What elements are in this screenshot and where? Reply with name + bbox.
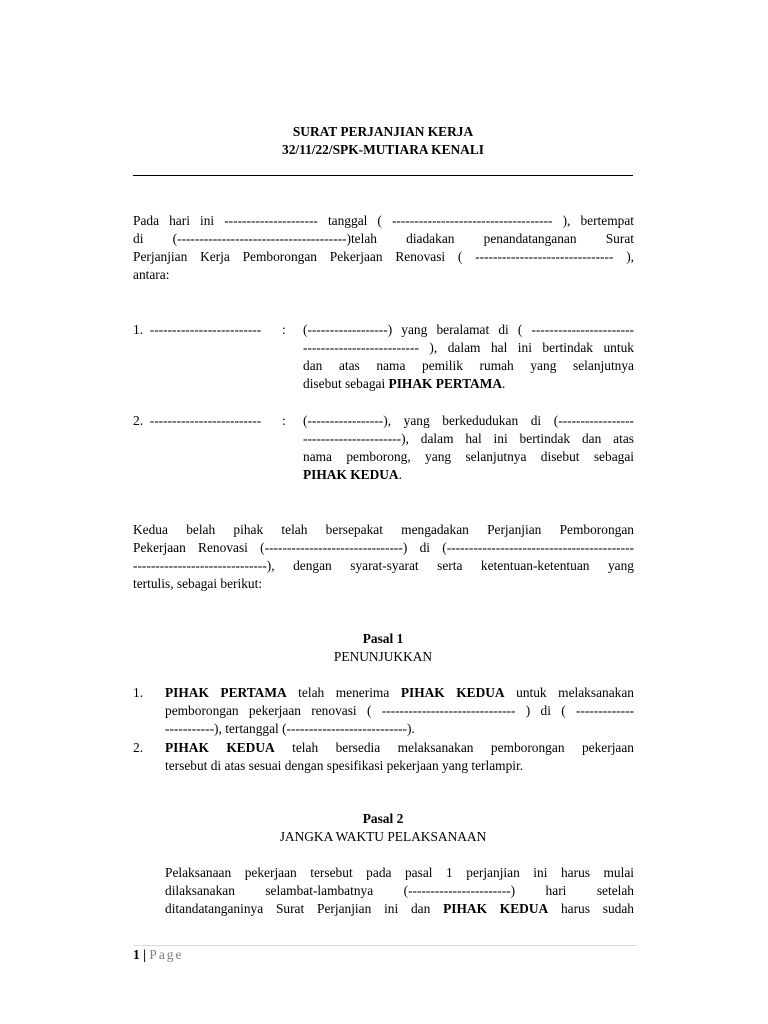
- intro-paragraph: [133, 212, 634, 284]
- party-role: PIHAK PERTAMA: [165, 685, 287, 700]
- page-label: Page: [149, 947, 184, 962]
- pasal-2-text-part: harus sudah: [548, 901, 634, 916]
- party-line-suffix: .: [398, 467, 402, 482]
- party-line-last: [303, 375, 634, 393]
- party-line: nama pemborong, yang selanjutnya disebut sebagai: [303, 449, 634, 464]
- pasal-1-item-2: [165, 739, 634, 775]
- intro-line: Pada hari ini --------------------- tanggal ( ------------------------------------ ), bertempat: [133, 213, 634, 228]
- pasal-2-heading: [133, 810, 633, 846]
- list-line: -----------), tertanggal (---------------------------).: [165, 721, 415, 736]
- party-role: PIHAK KEDUA: [303, 467, 399, 482]
- pasal-2-title: JANGKA WAKTU PELAKSANAAN: [279, 829, 487, 844]
- pasal-2-line: dilaksanakan selambat-lambatnya (-----------------------) hari setelah: [165, 883, 634, 898]
- pasal-2-paragraph: [165, 864, 634, 918]
- pasal-1-heading: [133, 630, 633, 666]
- pasal-2-line: Pelaksanaan pekerjaan tersebut pada pasal 1 perjanjian ini harus mulai: [165, 865, 634, 880]
- party-line: dan atas nama pemilik rumah yang selanjutnya: [303, 358, 634, 373]
- agreement-line: ------------------------------), dengan syarat-syarat serta ketentuan-ketentuan yang: [133, 558, 634, 573]
- party-1-number: [133, 321, 261, 339]
- party-line: (------------------) yang beralamat di ( -----------------------: [303, 322, 634, 337]
- pasal-2-label: Pasal 2: [362, 811, 404, 826]
- list-text-part: untuk melaksanakan: [504, 685, 634, 700]
- list-text-part: telah menerima: [286, 685, 401, 700]
- party-2-description: [303, 412, 634, 484]
- page-footer: [133, 946, 183, 964]
- party-2-colon: :: [282, 413, 286, 428]
- agreement-line: tertulis, sebagai berikut:: [133, 576, 263, 591]
- pasal-1-label: Pasal 1: [362, 631, 404, 646]
- party-role: PIHAK KEDUA: [443, 901, 549, 916]
- party-line: ----------------------), dalam hal ini bertindak dan atas: [303, 431, 634, 446]
- party-role: PIHAK KEDUA: [165, 740, 275, 755]
- page-number: 1: [133, 947, 140, 962]
- footer-divider: [133, 945, 637, 946]
- party-number-text: 2.: [133, 413, 144, 428]
- party-line-prefix: disebut sebagai: [303, 376, 389, 391]
- pasal-1-item-2-number: 2.: [133, 740, 144, 755]
- agreement-line: Kedua belah pihak telah bersepakat mengadakan Perjanjian Pemborongan: [133, 522, 634, 537]
- pasal-1-title: PENUNJUKKAN: [333, 649, 433, 664]
- agreement-paragraph: [133, 521, 634, 593]
- party-2-number: [133, 412, 261, 430]
- intro-line: di (--------------------------------------)telah diadakan penandatanganan Surat: [133, 231, 634, 246]
- party-line: (-----------------), yang berkedudukan di (-----------------: [303, 413, 634, 428]
- intro-line: antara:: [133, 267, 170, 282]
- pasal-2-text-part: ditandatanganinya Surat Perjanjian ini dan: [165, 901, 444, 916]
- party-role: PIHAK KEDUA: [400, 685, 505, 700]
- document-title: [133, 123, 633, 159]
- party-line-last: [303, 466, 634, 484]
- title-divider: [133, 175, 633, 176]
- footer-separator: |: [143, 947, 147, 962]
- party-role: PIHAK PERTAMA: [388, 376, 502, 391]
- party-number-text: 1.: [133, 322, 144, 337]
- list-line: [165, 739, 634, 757]
- title-line-1: SURAT PERJANJIAN KERJA: [292, 124, 474, 139]
- party-name-blank: -------------------------: [149, 413, 262, 428]
- agreement-line: Pekerjaan Renovasi (-------------------------------) di (------------------------------------------: [133, 540, 634, 555]
- party-1-description: [303, 321, 634, 393]
- party-line-suffix: .: [502, 376, 506, 391]
- list-line: tersebut di atas sesuai dengan spesifikasi pekerjaan yang terlampir.: [165, 758, 524, 773]
- title-line-2: 32/11/22/SPK-MUTIARA KENALI: [282, 142, 484, 157]
- pasal-1-item-1-number: 1.: [133, 685, 144, 700]
- intro-line: Perjanjian Kerja Pemborongan Pekerjaan Renovasi ( ------------------------------- ),: [133, 249, 634, 264]
- list-text-part: telah bersedia melaksanakan pemborongan pekerjaan: [274, 740, 634, 755]
- party-line: -------------------------- ), dalam hal ini bertindak untuk: [303, 340, 634, 355]
- list-line: [165, 684, 634, 702]
- pasal-2-line: [165, 900, 634, 918]
- list-line: pemborongan pekerjaan renovasi ( ------------------------------ ) di ( -------------: [165, 703, 634, 718]
- party-1-colon: :: [282, 322, 286, 337]
- pasal-1-item-1: [165, 684, 634, 738]
- party-name-blank: -------------------------: [149, 322, 262, 337]
